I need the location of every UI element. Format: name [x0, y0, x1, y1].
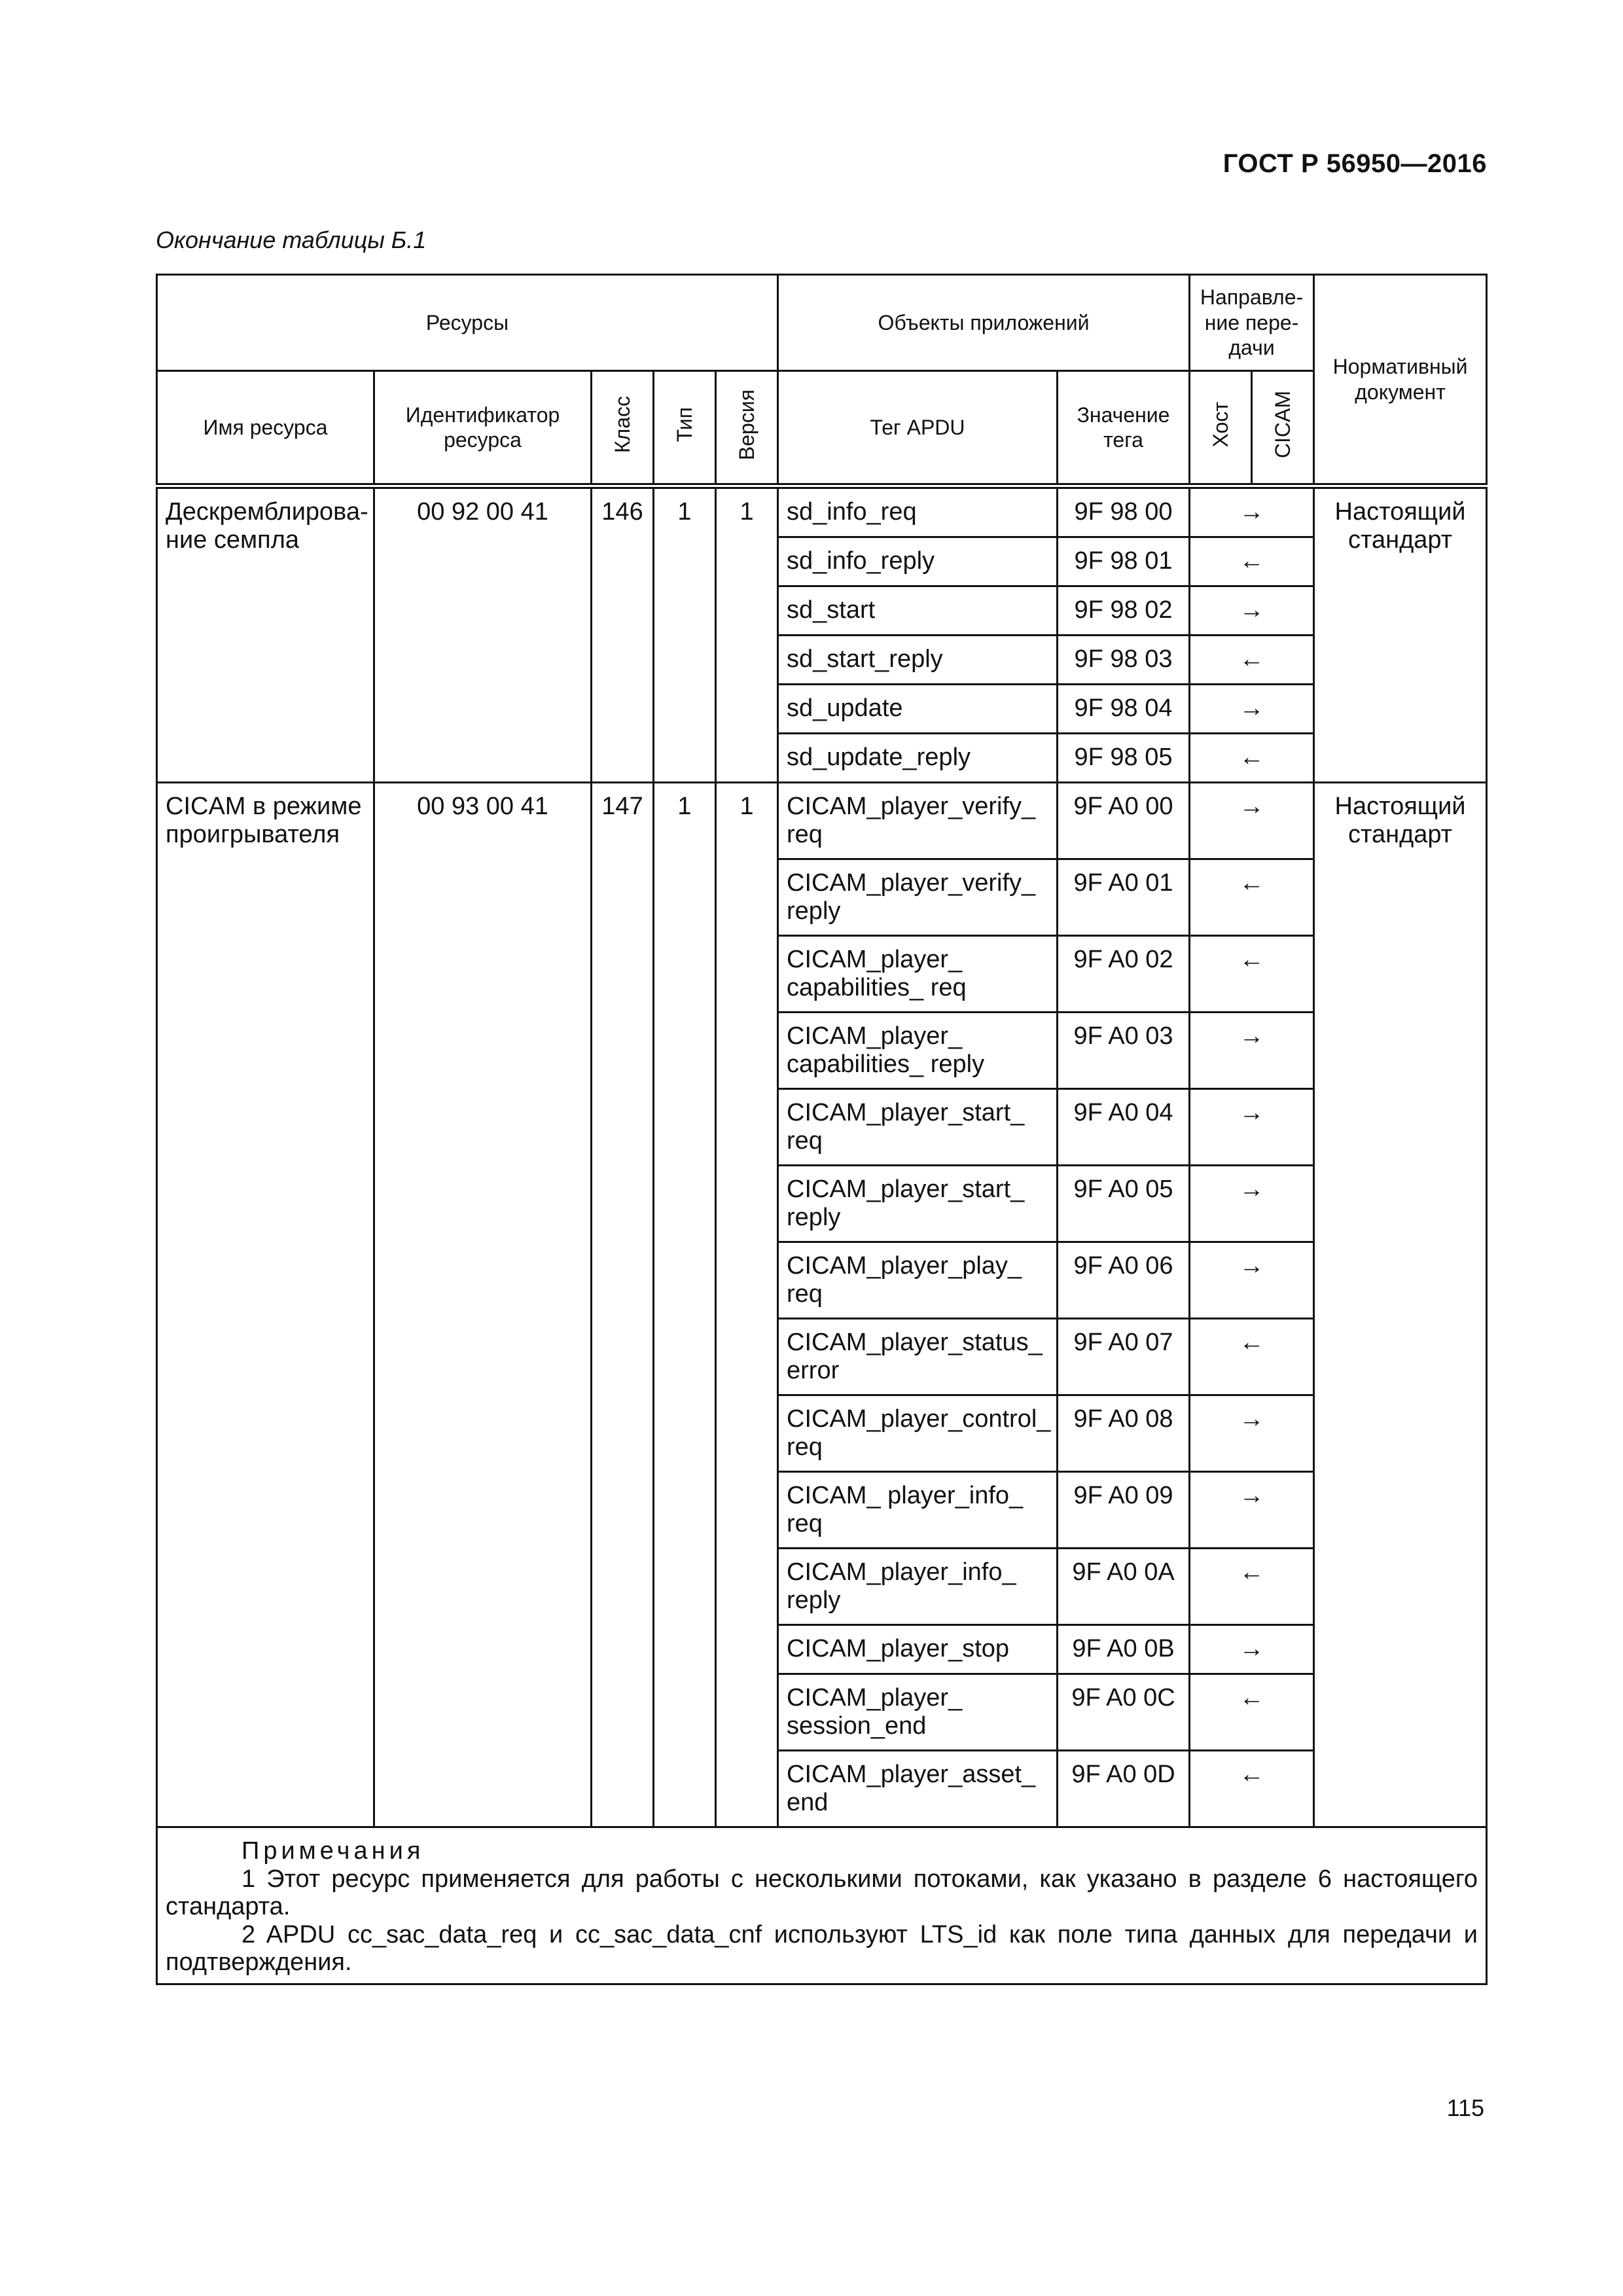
tag-value: 9F A0 00	[1058, 783, 1190, 859]
tag-value: 9F A0 07	[1058, 1319, 1190, 1395]
tag-value: 9F 98 02	[1058, 586, 1190, 636]
resource-name: Дескремблирова-ние семпла	[157, 486, 374, 783]
apdu-tag: CICAM_player_status_ error	[778, 1319, 1058, 1395]
notes-row	[157, 1827, 1487, 1984]
tag-value: 9F 98 01	[1058, 537, 1190, 586]
table-row	[157, 783, 1487, 859]
resource-type: 1	[654, 486, 716, 783]
resource-id: 00 92 00 41	[374, 486, 592, 783]
apdu-tag: sd_start_reply	[778, 636, 1058, 685]
resource-version: 1	[716, 783, 778, 1827]
direction-arrow: ←	[1190, 537, 1314, 586]
tag-value: 9F A0 0A	[1058, 1549, 1190, 1625]
direction-arrow: →	[1190, 1395, 1314, 1472]
notes	[157, 1827, 1487, 1984]
direction-arrow: →	[1190, 586, 1314, 636]
table-caption: Окончание таблицы Б.1	[156, 226, 427, 253]
col-header-host: Хост	[1190, 371, 1252, 486]
apdu-tag: CICAM_player_stop	[778, 1625, 1058, 1674]
page-number: 115	[1446, 2094, 1484, 2121]
group-header-direction: Направле-ние пере-дачи	[1190, 275, 1314, 371]
tag-value: 9F A0 06	[1058, 1242, 1190, 1319]
table-row	[157, 486, 1487, 537]
apdu-tag: CICAM_player_control_ req	[778, 1395, 1058, 1472]
apdu-tag: CICAM_player_verify_ req	[778, 783, 1058, 859]
apdu-tag: sd_start	[778, 586, 1058, 636]
apdu-tag: CICAM_player_verify_ reply	[778, 859, 1058, 936]
col-header-identifier: Идентификатор ресурса	[374, 371, 592, 486]
direction-arrow: ←	[1190, 734, 1314, 783]
col-header-apdu-tag: Тег APDU	[778, 371, 1058, 486]
apdu-tag: CICAM_player_start_ req	[778, 1089, 1058, 1166]
col-header-resource-name: Имя ресурса	[157, 371, 374, 486]
resource-type: 1	[654, 783, 716, 1827]
apdu-tag: CICAM_player_start_ reply	[778, 1166, 1058, 1242]
normative-doc: Настоящий стандарт	[1314, 783, 1487, 1827]
direction-arrow: →	[1190, 1166, 1314, 1242]
direction-arrow: ←	[1190, 1319, 1314, 1395]
resource-class: 146	[592, 486, 654, 783]
col-header-class: Класс	[592, 371, 654, 486]
direction-arrow: ←	[1190, 1674, 1314, 1751]
direction-arrow: ←	[1190, 936, 1314, 1013]
direction-arrow: →	[1190, 783, 1314, 859]
apdu-tag: sd_update	[778, 685, 1058, 734]
col-header-type: Тип	[654, 371, 716, 486]
group-header-normative: Нормативный документ	[1314, 275, 1487, 486]
direction-arrow: →	[1190, 486, 1314, 537]
group-header-resources: Ресурсы	[157, 275, 778, 371]
tag-value: 9F A0 04	[1058, 1089, 1190, 1166]
tag-value: 9F 98 00	[1058, 486, 1190, 537]
direction-arrow: →	[1190, 1472, 1314, 1549]
tag-value: 9F 98 03	[1058, 636, 1190, 685]
direction-arrow: ←	[1190, 859, 1314, 936]
apdu-tag: sd_info_reply	[778, 537, 1058, 586]
col-header-cicam: CICAM	[1252, 371, 1314, 486]
apdu-tag: CICAM_player_play_ req	[778, 1242, 1058, 1319]
tag-value: 9F A0 03	[1058, 1013, 1190, 1089]
resource-name: CICAM в режиме проигрывателя	[157, 783, 374, 1827]
direction-arrow: ←	[1190, 636, 1314, 685]
tag-value: 9F A0 0D	[1058, 1751, 1190, 1827]
tag-value: 9F A0 01	[1058, 859, 1190, 936]
col-header-tag-value: Значение тега	[1058, 371, 1190, 486]
resource-class: 147	[592, 783, 654, 1827]
apdu-tag: CICAM_ player_info_ req	[778, 1472, 1058, 1549]
apdu-tag: CICAM_player_info_ reply	[778, 1549, 1058, 1625]
note-item: 2 APDU cc_sac_data_req и cc_sac_data_cnf используют LTS_id как поле типа данных для передачи и подтверждения.	[166, 1920, 1478, 1977]
direction-arrow: →	[1190, 685, 1314, 734]
direction-arrow: →	[1190, 1242, 1314, 1319]
group-header-app-objects: Объекты приложений	[778, 275, 1190, 371]
normative-doc: Настоящий стандарт	[1314, 486, 1487, 783]
tag-value: 9F 98 05	[1058, 734, 1190, 783]
tag-value: 9F A0 05	[1058, 1166, 1190, 1242]
tag-value: 9F A0 08	[1058, 1395, 1190, 1472]
apdu-tag: CICAM_player_ capabilities_ reply	[778, 1013, 1058, 1089]
standard-header: ГОСТ Р 56950—2016	[1222, 149, 1487, 178]
apdu-tag: sd_update_reply	[778, 734, 1058, 783]
tag-value: 9F 98 04	[1058, 685, 1190, 734]
note-item: 1 Этот ресурс применяется для работы с несколькими потоками, как указано в разделе 6 настоящего стандарта.	[166, 1865, 1478, 1921]
direction-arrow: →	[1190, 1013, 1314, 1089]
apdu-tag: CICAM_player_ capabilities_ req	[778, 936, 1058, 1013]
apdu-tag: sd_info_req	[778, 486, 1058, 537]
tag-value: 9F A0 09	[1058, 1472, 1190, 1549]
notes-title: Примечания	[241, 1837, 425, 1865]
resource-table	[156, 274, 1488, 1985]
resource-id: 00 93 00 41	[374, 783, 592, 1827]
direction-arrow: →	[1190, 1089, 1314, 1166]
apdu-tag: CICAM_player_asset_ end	[778, 1751, 1058, 1827]
direction-arrow: ←	[1190, 1751, 1314, 1827]
tag-value: 9F A0 0C	[1058, 1674, 1190, 1751]
col-header-version: Версия	[716, 371, 778, 486]
apdu-tag: CICAM_player_ session_end	[778, 1674, 1058, 1751]
direction-arrow: →	[1190, 1625, 1314, 1674]
direction-arrow: ←	[1190, 1549, 1314, 1625]
tag-value: 9F A0 0B	[1058, 1625, 1190, 1674]
tag-value: 9F A0 02	[1058, 936, 1190, 1013]
resource-version: 1	[716, 486, 778, 783]
